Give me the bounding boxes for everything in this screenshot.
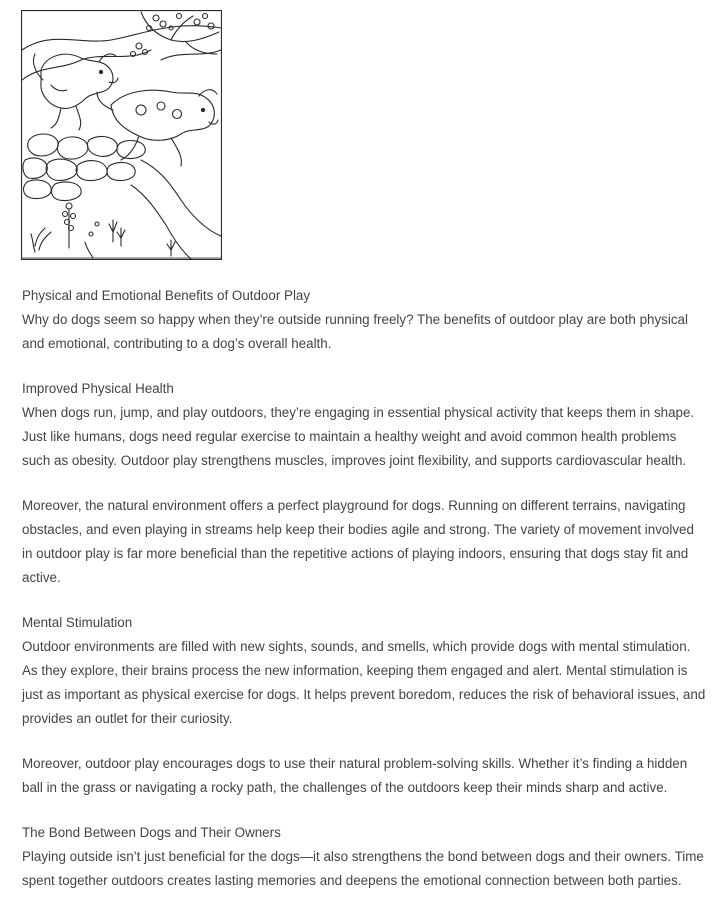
dog-left: [33, 54, 118, 130]
article-body: [22, 284, 708, 914]
section-physical-emotional: [22, 284, 708, 356]
leaf-cluster: [131, 14, 215, 57]
rock-wall: [23, 134, 145, 201]
section-paragraph: Moreover, outdoor play encourages dogs to use their natural problem-solving skills. Whether it’s finding a hidden ball in the grass or navigating a rocky path, the challenges of the outdoors keep their minds sharp and active.: [22, 756, 688, 795]
section-heading: The Bond Between Dogs and Their Owners: [22, 825, 281, 840]
section-mental-stimulation: [22, 611, 708, 731]
flowers: [31, 203, 175, 258]
section-physical-health: [22, 377, 708, 473]
section-paragraph: Playing outside isn’t just beneficial for the dogs—it also strengthens the bond between dogs and their owners. Time spent together outdoors creates lasting memories and deepens the emotional connection between both parties.: [22, 849, 704, 888]
section-paragraph: Why do dogs seem so happy when they’re outside running freely? The benefits of outdoor play are both physical and emotional, contributing to a dog’s overall health.: [22, 312, 688, 351]
section-heading: Physical and Emotional Benefits of Outdoor Play: [22, 288, 311, 303]
section-bond: [22, 821, 708, 893]
dogs-coloring-illustration: [21, 10, 222, 260]
section-paragraph: When dogs run, jump, and play outdoors, they’re engaging in essential physical activity that keeps them in shape. Just like humans, dogs need regular exercise to maintain a healthy weight and avoid common health problems such as obesity. Outdoor play strengthens muscles, improves joint flexibility, and supports cardiovascular health.: [22, 405, 695, 468]
section-heading: Improved Physical Health: [22, 381, 174, 396]
section-paragraph: Moreover, the natural environment offers a perfect playground for dogs. Running on different terrains, navigating obstacles, and even playing in streams help keep their bodies agile and strong. The variety of movement involved in outdoor play is far more beneficial than the repetitive actions of playing indoors, ensuring that dogs stay fit and active.: [22, 498, 694, 585]
section-heading: Mental Stimulation: [22, 615, 133, 630]
section-paragraph: Outdoor environments are filled with new sights, sounds, and smells, which provide dogs with mental stimulation. As they explore, their brains process the new information, keeping them engaged and alert. Mental stimulation is just as important as physical exercise for dogs. It helps prevent boredom, reduces the risk of behavioral issues, and provides an outlet for their curiosity.: [22, 639, 706, 726]
dog-right: [97, 90, 218, 166]
